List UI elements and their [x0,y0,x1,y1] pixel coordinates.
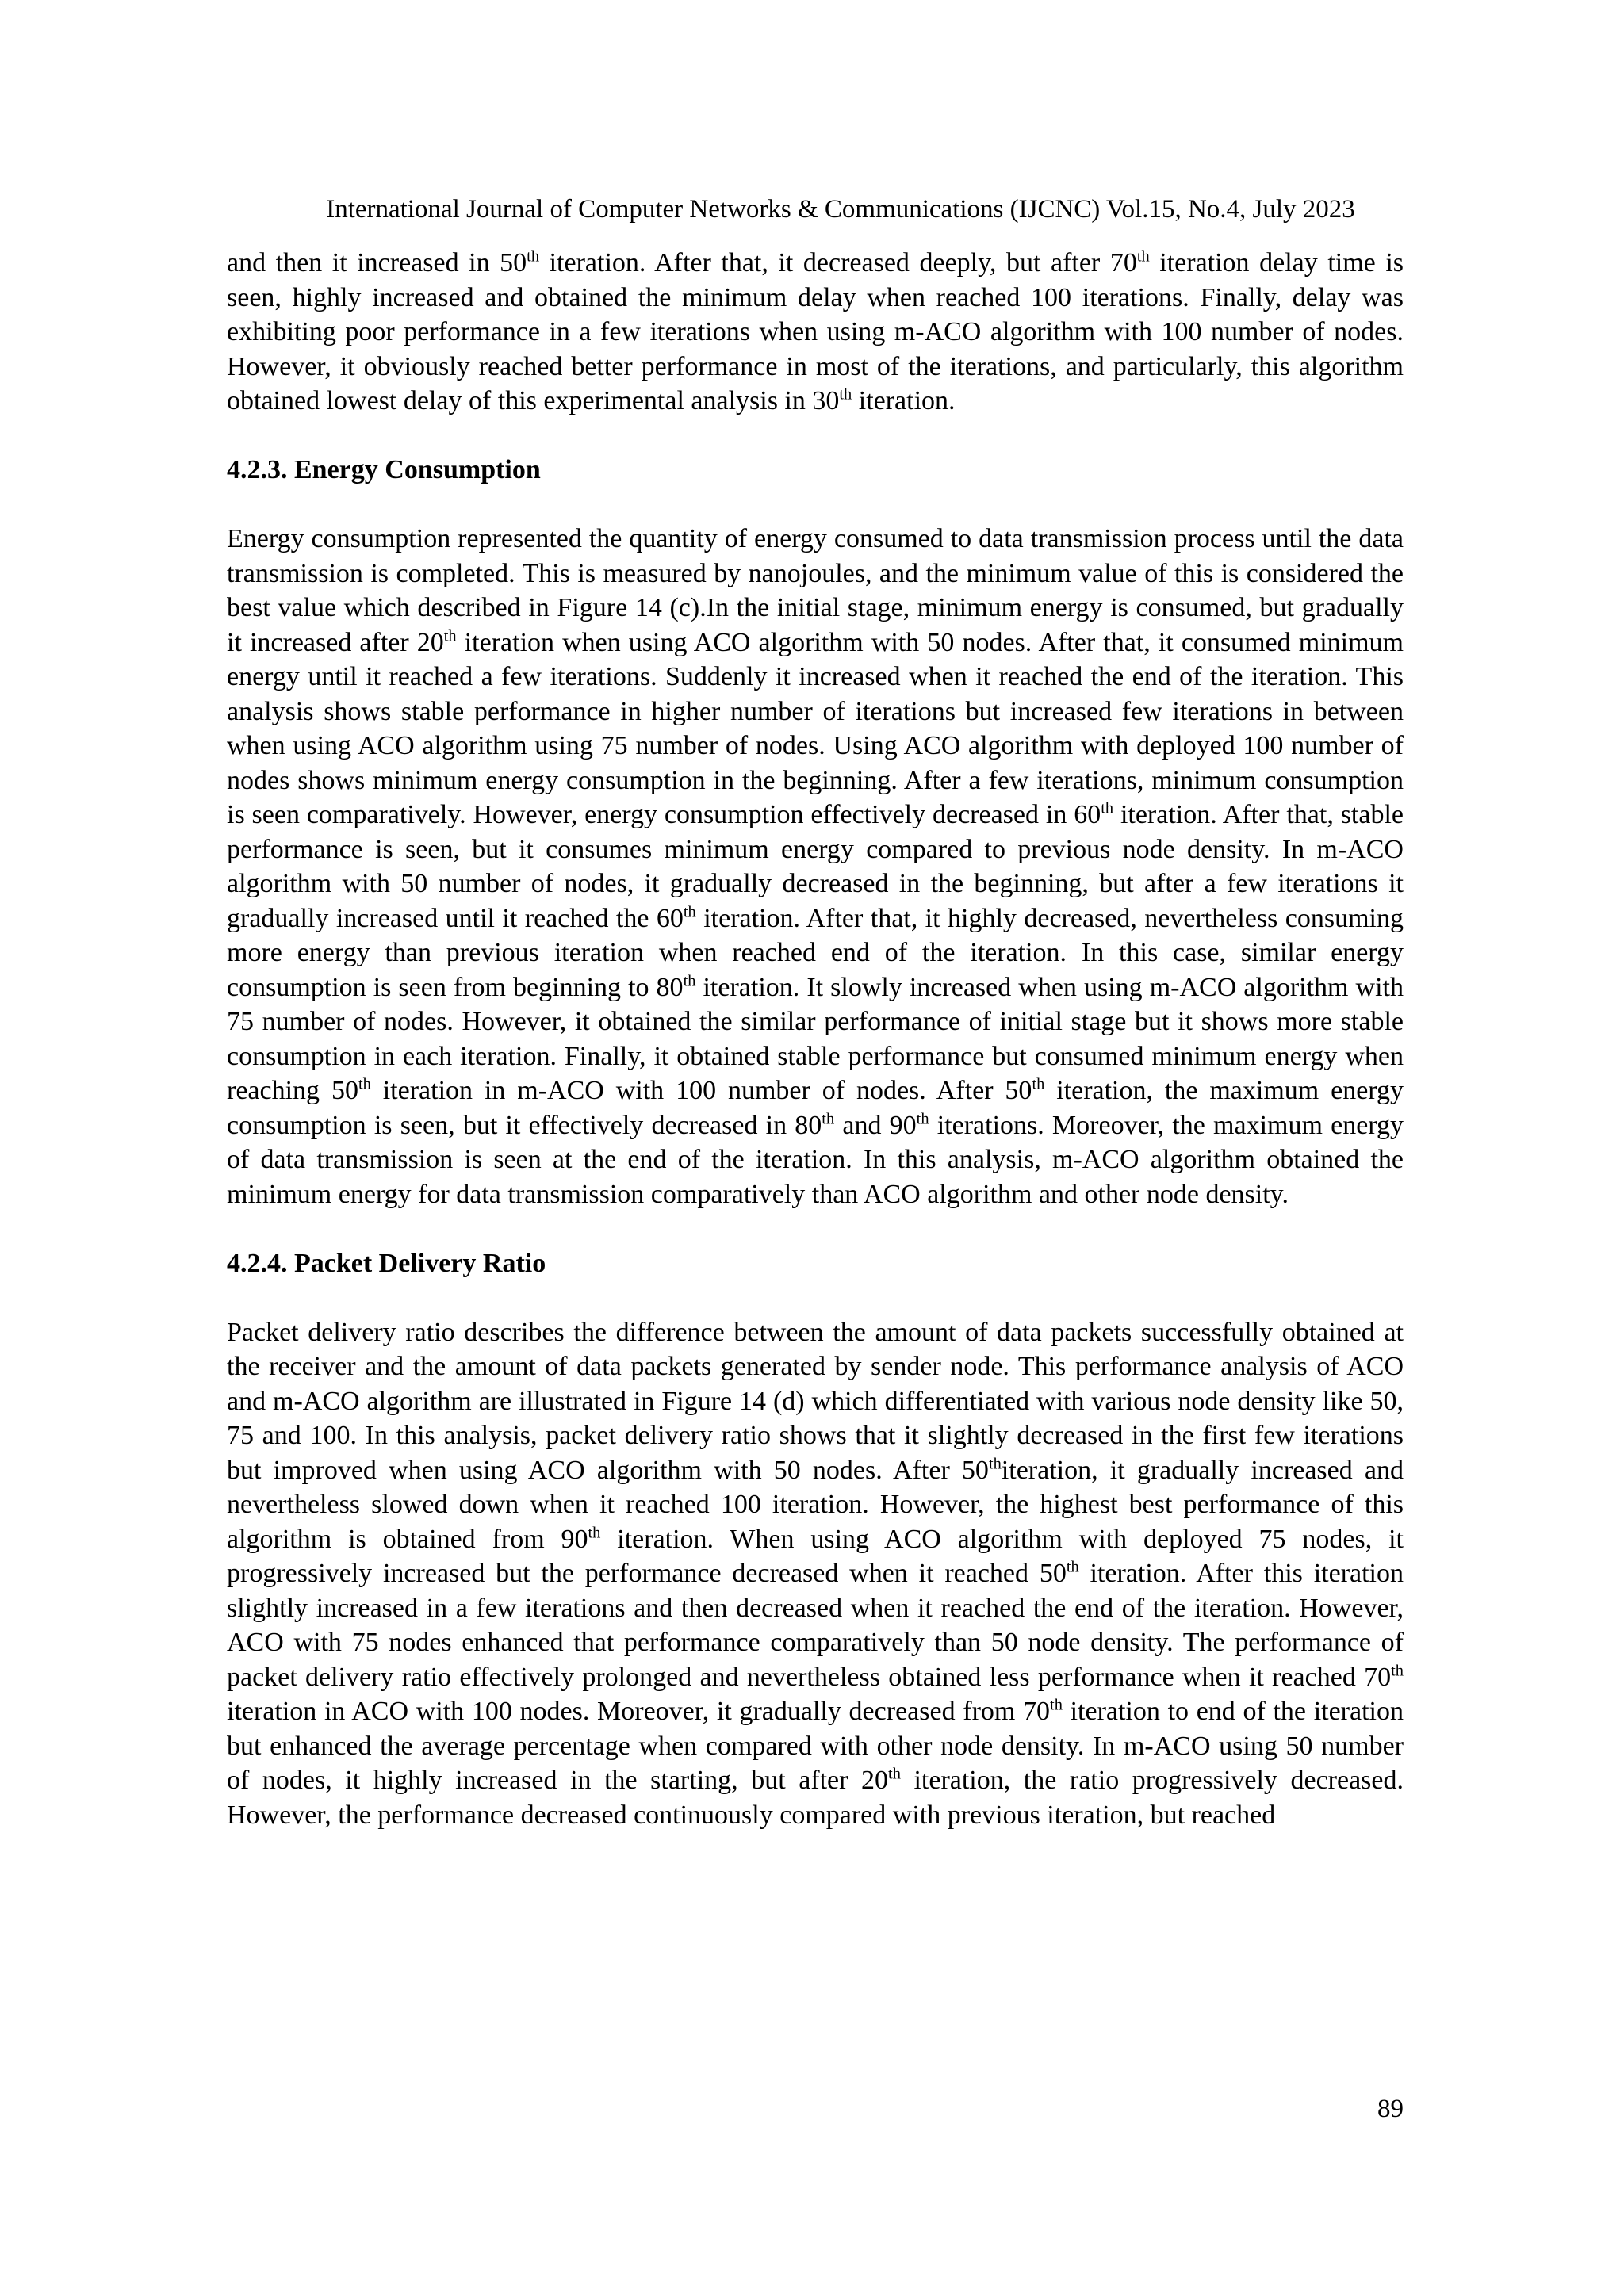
page-number: 89 [1377,2095,1404,2123]
paragraph-delay-continuation: and then it increased in 50th iteration. After that, it decreased deeply, but after 70th iteration delay time is seen, highly increased and obtained the minimum delay when reached 100 iterations. Finally, delay was exhibiting poor performance in a few iterations when using m-ACO algorithm with 100 number of nodes. However, it obviously reached better performance in most of the iterations, and particularly, this algorithm obtained lowest delay of this experimental analysis in 30th iteration. [227,247,1404,415]
paragraph-packet-delivery-ratio: Packet delivery ratio describes the difference between the amount of data packets successfully obtained at the receiver and the amount of data packets generated by sender node. This performance analysis of ACO and m-ACO algorithm are illustrated in Figure 14 (d) which differentiated with various node density like 50, 75 and 100. In this analysis, packet delivery ratio shows that it slightly decreased in the first few iterations but improved when using ACO algorithm with 50 nodes. After 50thiteration, it gradually increased and nevertheless slowed down when it reached 100 iteration. However, the highest best performance of this algorithm is obtained from 90th iteration. When using ACO algorithm with deployed 75 nodes, it progressively increased but the performance decreased when it reached 50th iteration. After this iteration slightly increased in a few iterations and then decreased when it reached the end of the iteration. However, ACO with 75 nodes enhanced that performance comparatively than 50 node density. The performance of packet delivery ratio effectively prolonged and nevertheless obtained less performance when it reached 70th iteration in ACO with 100 nodes. Moreover, it gradually decreased from 70th iteration to end of the iteration but enhanced the average percentage when compared with other node density. In m-ACO using 50 number of nodes, it highly increased in the starting, but after 20th iteration, the ratio progressively decreased. However, the performance decreased continuously compared with previous iteration, but reached [227,1317,1404,1830]
paragraph-energy-consumption: Energy consumption represented the quantity of energy consumed to data transmission process until the data transmission is completed. This is measured by nanojoules, and the minimum value of this is considered the best value which described in Figure 14 (c).In the initial stage, minimum energy is consumed, but gradually it increased after 20th iteration when using ACO algorithm with 50 nodes. After that, it consumed minimum energy until it reached a few iterations. Suddenly it increased when it reached the end of the iteration. This analysis shows stable performance in higher number of iterations but increased few iterations in between when using ACO algorithm using 75 number of nodes. Using ACO algorithm with deployed 100 number of nodes shows minimum energy consumption in the beginning. After a few iterations, minimum consumption is seen comparatively. However, energy consumption effectively decreased in 60th iteration. After that, stable performance is seen, but it consumes minimum energy compared to previous node density. In m-ACO algorithm with 50 number of nodes, it gradually decreased in the beginning, but after a few iterations it gradually increased until it reached the 60th iteration. After that, it highly decreased, nevertheless consuming more energy than previous iteration when reached end of the iteration. In this case, similar energy consumption is seen from beginning to 80th iteration. It slowly increased when using m-ACO algorithm with 75 number of nodes. However, it obtained the similar performance of initial stage but it shows more stable consumption in each iteration. Finally, it obtained stable performance but consumed minimum energy when reaching 50th iteration in m-ACO with 100 number of nodes. After 50th iteration, the maximum energy consumption is seen, but it effectively decreased in 80th and 90th iterations. Moreover, the maximum energy of data transmission is seen at the end of the iteration. In this analysis, m-ACO algorithm obtained the minimum energy for data transmission comparatively than ACO algorithm and other node density. [227,524,1404,1209]
body-text [227,246,1404,1832]
section-heading-energy-consumption: 4.2.3. Energy Consumption [227,455,541,484]
running-header: International Journal of Computer Networks & Communications (IJCNC) Vol.15, No.4, July 2023 [326,195,1355,224]
section-heading-packet-delivery-ratio: 4.2.4. Packet Delivery Ratio [227,1248,546,1278]
